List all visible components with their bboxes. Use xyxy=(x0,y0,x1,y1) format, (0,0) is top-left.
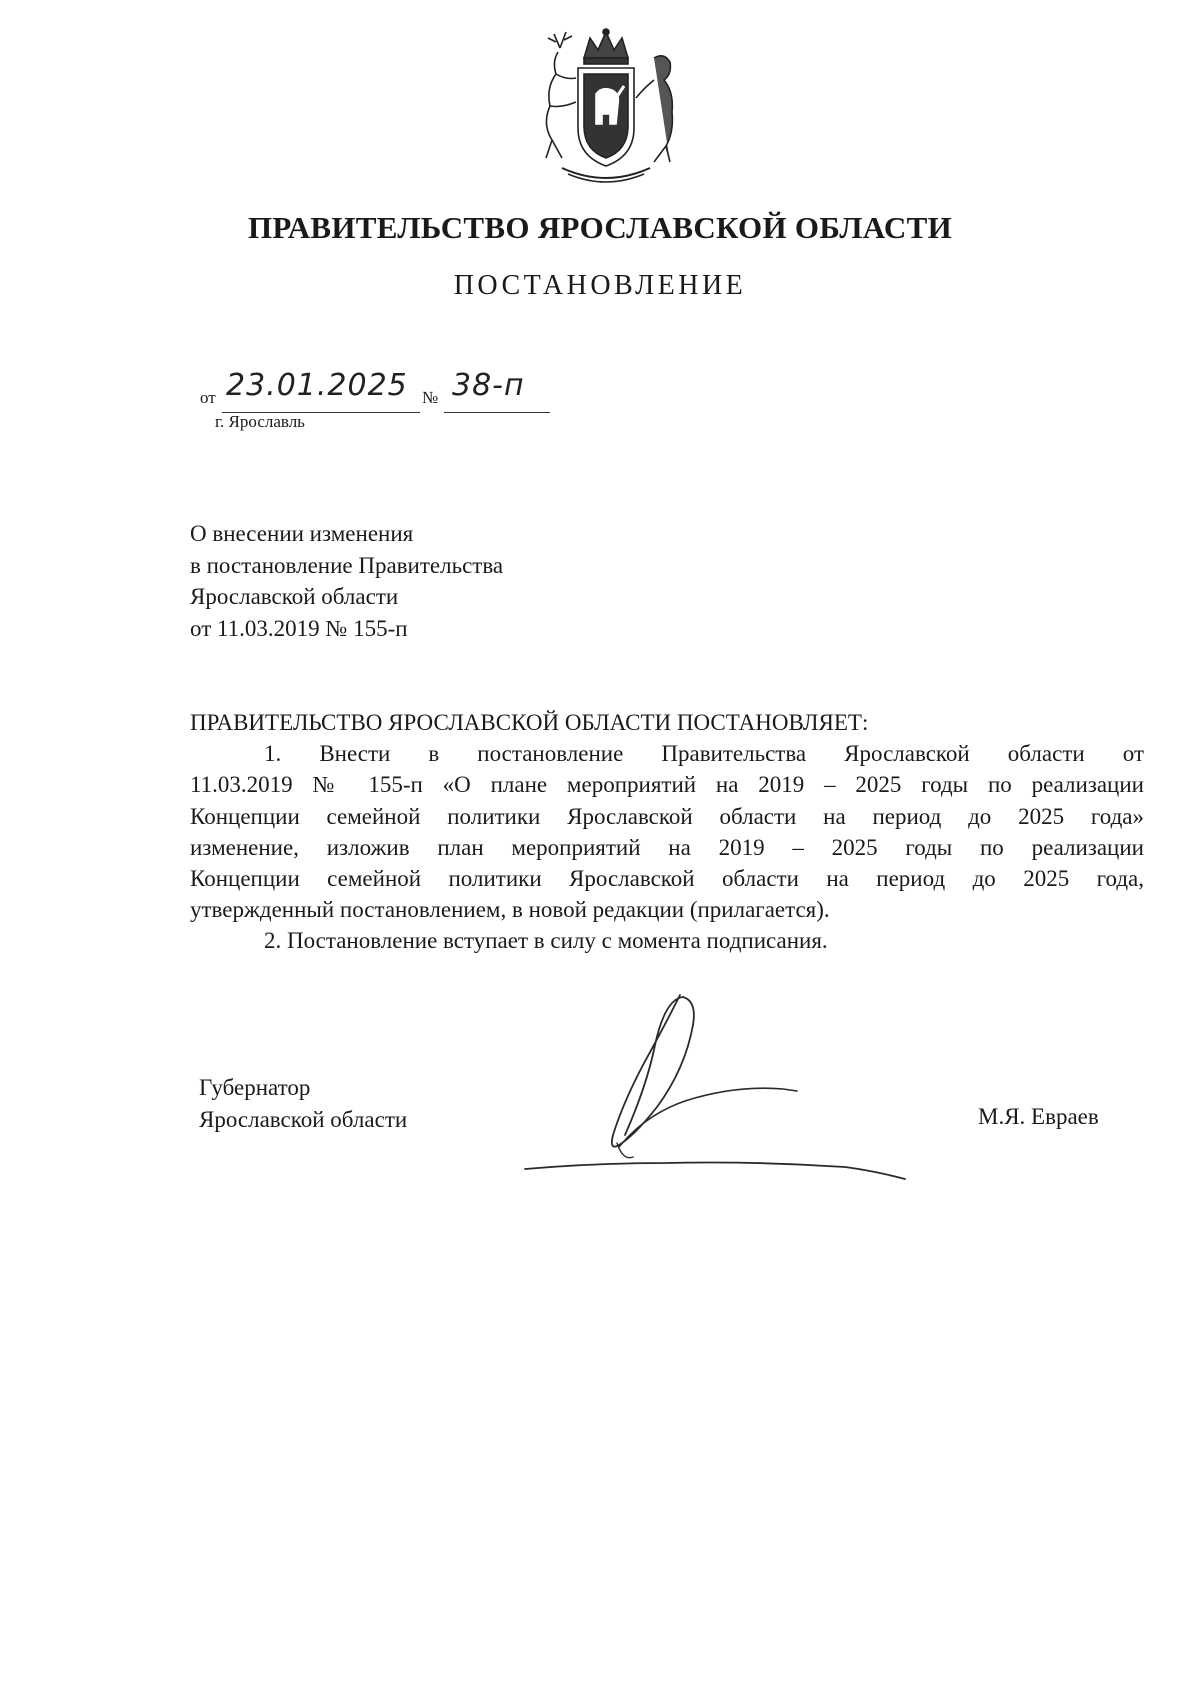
position-line: Ярославской области xyxy=(199,1106,408,1132)
government-title: ПРАВИТЕЛЬСТВО ЯРОСЛАВСКОЙ ОБЛАСТИ xyxy=(248,210,952,245)
resolves-heading: ПРАВИТЕЛЬСТВО ЯРОСЛАВСКОЙ ОБЛАСТИ ПОСТАНОВЛЯЕТ: xyxy=(190,710,869,735)
decree-body xyxy=(190,707,1144,957)
paragraph-1-line: утвержденный постановлением, в новой редакции (прилагается). xyxy=(190,897,830,923)
city: г. Ярославль xyxy=(215,412,305,431)
number-underline xyxy=(444,412,550,413)
handwritten-number: 38-п xyxy=(452,368,525,403)
subject-line: О внесении изменения xyxy=(190,521,414,546)
subject-block xyxy=(190,518,503,644)
subject-line: Ярославской области xyxy=(190,584,399,609)
paragraph-1-line: 1. Внести в постановление Правительства Ярославской области от xyxy=(264,741,1144,767)
signatory-position xyxy=(199,1072,407,1135)
subject-line: от 11.03.2019 № 155-п xyxy=(190,615,408,641)
position-line: Губернатор xyxy=(199,1075,311,1100)
coat-of-arms-icon xyxy=(532,28,680,188)
handwritten-date: 23.01.2025 xyxy=(226,368,408,403)
paragraph-1-line: Концепции семейной политики Ярославской области на период до 2025 года, xyxy=(190,866,1144,892)
paragraph-1-line: Концепции семейной политики Ярославской области на период до 2025 года» xyxy=(190,803,1144,829)
paragraph-2: 2. Постановление вступает в силу с момента подписания. xyxy=(264,928,828,954)
subject-line: в постановление Правительства xyxy=(190,552,504,578)
document-type: ПОСТАНОВЛЕНИЕ xyxy=(453,270,747,301)
paragraph-1-line: 11.03.2019 № 155-п «О плане мероприятий на 2019 – 2025 годы по реализации xyxy=(190,772,1144,798)
signatory-name: М.Я. Евраев xyxy=(978,1104,1099,1129)
date-from-label: от xyxy=(200,388,216,407)
handwritten-signature-icon xyxy=(515,985,925,1185)
number-label: № xyxy=(422,388,439,407)
paragraph-1-line: изменение, изложив план мероприятий на 2019 – 2025 годы по реализации xyxy=(190,834,1144,860)
registration-line xyxy=(200,368,560,414)
